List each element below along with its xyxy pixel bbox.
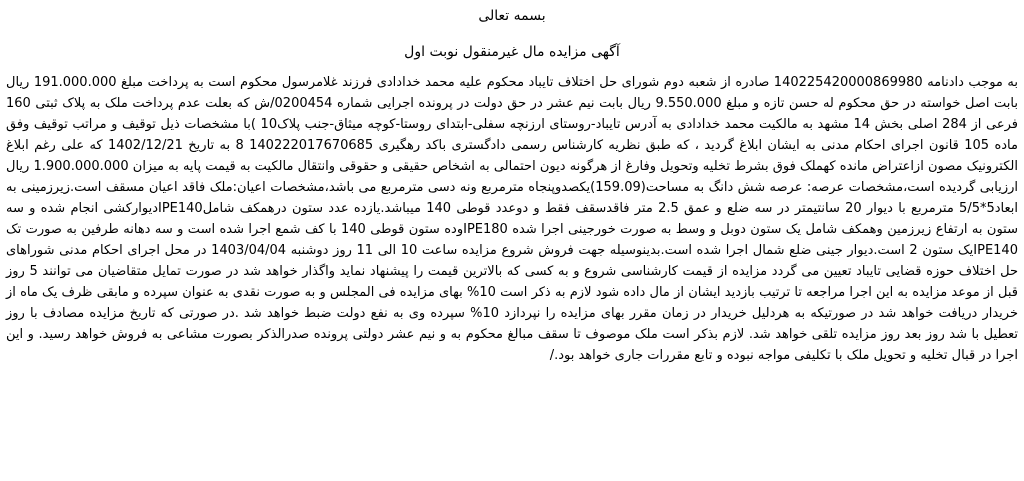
notice-title: آگهی مزایده مال غیرمنقول نوبت اول <box>404 44 620 60</box>
bismillah-heading: بسمه تعالی <box>478 8 546 24</box>
auction-notice <box>6 4 1018 366</box>
notice-body-text: به موجب دادنامه 140225420000869980 صادره از شعبه دوم شورای حل اختلاف تایباد محکوم علیه محمد خدادادی فرزند غلامرسول محکوم است به پرداخت مبلغ 191.000.000 ریال بابت اصل خواسته در حق محکوم له حسن تازه و مبلغ 9.550.000 ریال بابت نیم عشر در حق دولت در پرونده اجرایی شماره 0200454/ش که بعلت عدم پرداخت ملک به پلاک ثبتی 160 فرعی از 284 اصلی بخش 14 مشهد به مالکیت محمد خدادادی به آدرس تایباد-روستای ارزنچه سفلی-ابتدای روستا-کوچه میثاق-جنب پلاک10 )با مشخصات ذیل توقیف و مراتب توقیف وفق ماده 105 قانون اجرای احکام مدنی به ایشان ابلاغ گردید ، که طبق نظریه کارشناس رسمی دادگستری باکد رهگیری 140222017670685 8 به تاریخ 1402/12/21 که علی رغم ابلاغ الکترونیک مصون ازاعتراض مانده کهملک فوق بشرط تخلیه وتحویل وفارغ از هرگونه دیون احتمالی به اشخاص حقیقی و حقوقی وانتقال مالکیت به قیمت پایه به میزان 1.900.000.000 ریال ارزیابی گردیده است،مشخصات عرصه: عرصه شش دانگ به مساحت(159.09)یکصدوپنجاه مترمربع ونه دسی مترمربع می باشد،مشخصات اعیان:ملک فاقد اعیان مسقف است.زیرزمینی به ابعاد5*5/5 مترمربع با دیوار 20 سانتیمتر در سه ضلع و عمق 2.5 متر فاقدسقف فقط و دوعدد قوطی 140 میباشد.یازده عدد ستون درهمکف شاملIPE140دیوارکشی انجام شده و سه ستون به ارتفاع زیرزمین وهمکف شامل یک ستون دوبل و وسط به صورت خورجینی اجرا شده IPE180وده ستون قوطی 140 با کف شمع اجرا شده است و سه دهانه طرفین به صورت تک IPE140یک ستون 2 است.دیوار جینی ضلع شمال اجرا شده است.بدینوسیله جهت فروش شروع مزایده ساعت 10 الی 11 روز دوشنبه 1403/04/04 در محل اجرای احکام مدنی شوراهای حل اختلاف حوزه قضایی تایباد تعیین می گردد مزایده از قیمت کارشناسی شروع و به کسی که بالاترین قیمت را پیشنهاد نماید واگذار خواهد شد در صورت تمایل متقاضیان می توانند 5 روز قبل از موعد مزایده به این اجرا مراجعه تا ترتیب بازدید ایشان از مال داده شود لازم به ذکر است 10% بهای مزایده فی المجلس و به صورت نقدی به عنوان سپرده و مابقی ظرف یک ماه از خریدار دریافت خواهد شد در صورتیکه به هردلیل خریدار در زمان مقرر بهای مزایده را نپردازد 10% سپرده وی به نفع دولت ضبط خواهد شد .در صورتی که تاریخ مزایده مصادف با روز تعطیل با شد روز بعد روز مزایده تلقی خواهد شد. لازم بذکر است ملک موصوف تا سقف مبالغ محکوم به و نیم عشر دولتی پرونده صدرالذکر بصورت مشاعی به فروش خواهد رسید. و این اجرا در قبال تخلیه و تحویل ملک با تکلیفی مواجه نبوده و تابع مقررات جاری خواهد بود./ <box>6 75 1019 363</box>
